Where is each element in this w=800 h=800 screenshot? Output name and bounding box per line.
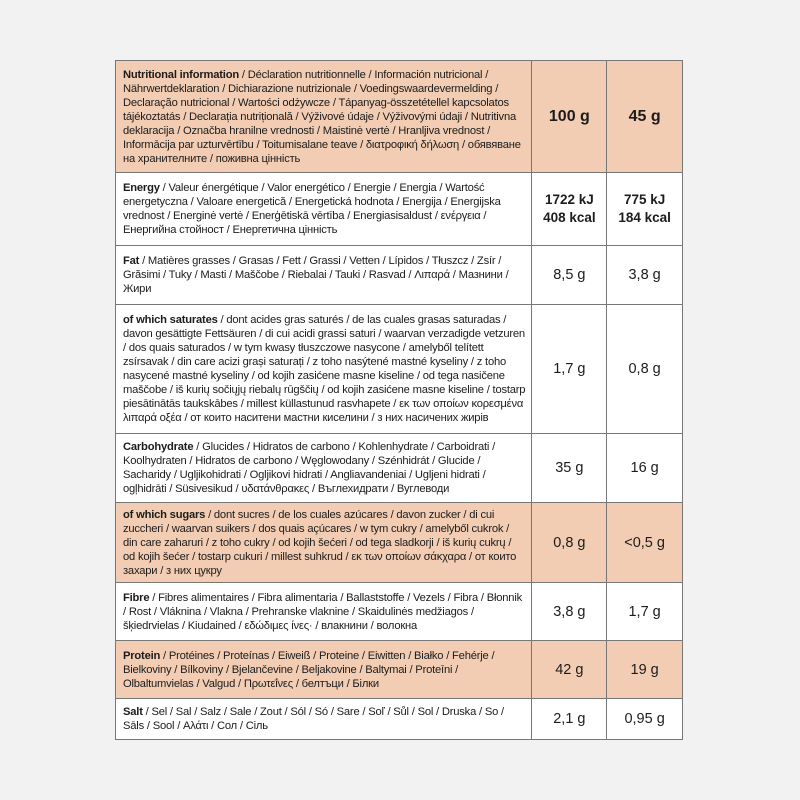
carbohydrate-45g-cell	[607, 434, 682, 503]
saturates-100g-value: 1,7 g	[553, 361, 586, 377]
column-100g-heading: 100 g	[548, 107, 590, 125]
row-label: Energy	[123, 182, 160, 194]
row-translations: / dont acides gras saturés / de las cuales grasas saturadas / davon gesättigte Fettsäuren / di cui acidi grassi saturi / waarvan verzadigde vetzuren / dos quais saturados / w tym kwasy tłuszczowe nasycone / amelyből telített zsírsavak / din care acizi grași saturați / z toho nasýtené mastné kyseliny / z toho nasycené mastné kyseliny / od kojih zasićene masne kiseline / od tega nasičene maščobe / iš kurių sočiųjų riebalų rūgščių / od kojih zasićene masne kiseline / tostarp piesātinātās taukskābes / millest küllastunud rasvhapete / εκ των οποίων κορεσμένα λιπαρά οξέα / от които наситени мастни киселини / з них насичених жирів	[123, 314, 526, 424]
row-label: Protein	[123, 649, 161, 662]
protein-45g-value: 19 g	[630, 661, 659, 678]
fat-100g-value: 8,5 g	[553, 267, 586, 283]
column-45g-heading: 45 g	[628, 107, 661, 125]
row-translations: / Matières grasses / Grasas / Fett / Grassi / Vetten / Lípidos / Tłuszcz / Zsír / Grăsimi / Tuky / Masti / Maščobe / Riebalai / Tauki / Rasvad / Λιπαρά / Мазнини / Жири	[123, 255, 509, 295]
carbohydrate-100g-value: 35 g	[555, 460, 584, 476]
salt-45g-cell	[607, 699, 682, 739]
sugars-row	[116, 503, 682, 583]
energy-100g-kcal: 408 kcal	[543, 210, 596, 225]
row-translations: / Glucides / Hidratos de carbono / Kohlenhydrate / Carboidrati / Koolhydraten / Hidratos de carbono / Węglowodany / Szénhidrát / Glucide / Sacharidy / Ugljikohidrati / Ogljikovi hidrati / Angliavandeniai / Ugljeni hidrati / ogļhidrāti / Süsivesikud / υδατάνθρακες / Въглехидрати / Вуглеводи	[123, 441, 496, 495]
fat-row	[116, 246, 682, 305]
salt-45g-value: 0,95 g	[624, 711, 665, 727]
sugars-45g-value: <0,5 g	[624, 534, 665, 551]
row-translations: / Sel / Sal / Salz / Sale / Zout / Sól / Só / Sare / Soľ / Sůl / Sol / Druska / So / Sāls / Sool / Αλάτι / Сол / Сіль	[123, 706, 504, 732]
fibre-label-cell	[116, 583, 532, 641]
saturates-label-cell	[116, 305, 532, 434]
protein-row	[116, 641, 682, 699]
fibre-row	[116, 583, 682, 641]
fibre-100g-value: 3,8 g	[553, 603, 586, 620]
row-label: Carbohydrate	[123, 441, 194, 453]
header-100g-cell	[532, 61, 607, 173]
fibre-45g-cell	[607, 583, 682, 641]
sugars-45g-cell	[607, 503, 682, 583]
row-label: of which sugars	[123, 508, 206, 521]
carbohydrate-45g-value: 16 g	[630, 460, 659, 476]
row-translations: / Déclaration nutritionnelle / Información nutricional / Nährwertdeklaration / Dichiarazione nutrizionale / Voedingswaardevermelding / Declaração nutricional / Wartości odżywcze / Tápanyag-összetétellel kapcsolatos tájékoztatás / Declarația nutrițională / Výživové údaje / Výživovými údaji / Nutritivna deklaracija / Označba hranilne vrednosti / Maistinė vertė / Hranljiva vrednost / Informācija par uzturvērtību / Toitumisalane teave / διατροφική δήλωση / обявяване на хранителните / поживна цінність	[123, 68, 521, 165]
salt-row	[116, 699, 682, 739]
row-translations: / dont sucres / de los cuales azúcares / davon zucker / di cui zuccheri / waarvan suikers / dos quais açúcares / w tym cukry / amelyből cukrok / din care zaharuri / z toho cukry / od kojih šećeri / od tega sladkorji / iš kurių cukrų / od kojih šećer / tostarp cukuri / millest suhkrud / εκ των οποίων σάκχαρα / от които захари / з них цукру	[123, 508, 517, 577]
energy-45g-kcal: 184 kcal	[618, 210, 671, 225]
row-label: Nutritional information	[123, 68, 239, 81]
fat-label-cell	[116, 246, 532, 305]
fat-45g-cell	[607, 246, 682, 305]
saturates-100g-cell	[532, 305, 607, 434]
salt-100g-cell	[532, 699, 607, 739]
row-translations: / Valeur énergétique / Valor energético / Energie / Energia / Wartość energetyczna / Valoare energetică / Energetická hodnota / Energija / Energijska vrednost / Energinė vertė / Enerģētiskā vērtība / Energiasisaldust / ενέργεια / Енергийна стойност / Енергетична цінність	[123, 182, 501, 236]
saturates-45g-value: 0,8 g	[628, 361, 661, 377]
protein-100g-cell	[532, 641, 607, 699]
carbohydrate-row	[116, 434, 682, 503]
salt-100g-value: 2,1 g	[553, 711, 586, 727]
row-label: of which saturates	[123, 314, 218, 326]
sugars-label-cell	[116, 503, 532, 583]
fibre-100g-cell	[532, 583, 607, 641]
energy-100g-kj: 1722 kJ	[544, 192, 594, 207]
row-label: Fibre	[123, 591, 150, 604]
energy-45g-kj: 775 kJ	[623, 192, 666, 207]
row-label: Fat	[123, 255, 140, 267]
header-label-cell	[116, 61, 532, 173]
saturates-45g-cell	[607, 305, 682, 434]
nutrition-table	[115, 60, 683, 740]
energy-45g-cell	[607, 173, 682, 246]
row-label: Salt	[123, 706, 143, 718]
carbohydrate-100g-cell	[532, 434, 607, 503]
energy-label-cell	[116, 173, 532, 246]
row-translations: / Protéines / Proteínas / Eiweiß / Proteine / Eiwitten / Białko / Fehérje / Bielkoviny / Bílkoviny / Bjelančevine / Beljakovine / Baltymai / Proteīni / Olbaltumvielas / Valgud / Πρωτεΐνες / белтъци / Білки	[123, 649, 495, 690]
carbohydrate-label-cell	[116, 434, 532, 503]
row-translations: / Fibres alimentaires / Fibra alimentaria / Ballaststoffe / Vezels / Fibra / Błonnik / Rost / Vláknina / Vlakna / Prehranske vlaknine / Skaidulinės medžiagos / šķiedrvielas / Kiudained / εδώδιμες ίνες· / влакнини / волокна	[123, 591, 523, 632]
fat-45g-value: 3,8 g	[628, 267, 661, 283]
protein-45g-cell	[607, 641, 682, 699]
protein-100g-value: 42 g	[555, 661, 584, 678]
header-45g-cell	[607, 61, 682, 173]
fibre-45g-value: 1,7 g	[628, 603, 661, 620]
energy-100g-cell	[532, 173, 607, 246]
fat-100g-cell	[532, 246, 607, 305]
salt-label-cell	[116, 699, 532, 739]
protein-label-cell	[116, 641, 532, 699]
sugars-100g-cell	[532, 503, 607, 583]
sugars-100g-value: 0,8 g	[553, 534, 586, 551]
energy-row	[116, 173, 682, 246]
saturates-row	[116, 305, 682, 434]
header-row	[116, 61, 682, 173]
